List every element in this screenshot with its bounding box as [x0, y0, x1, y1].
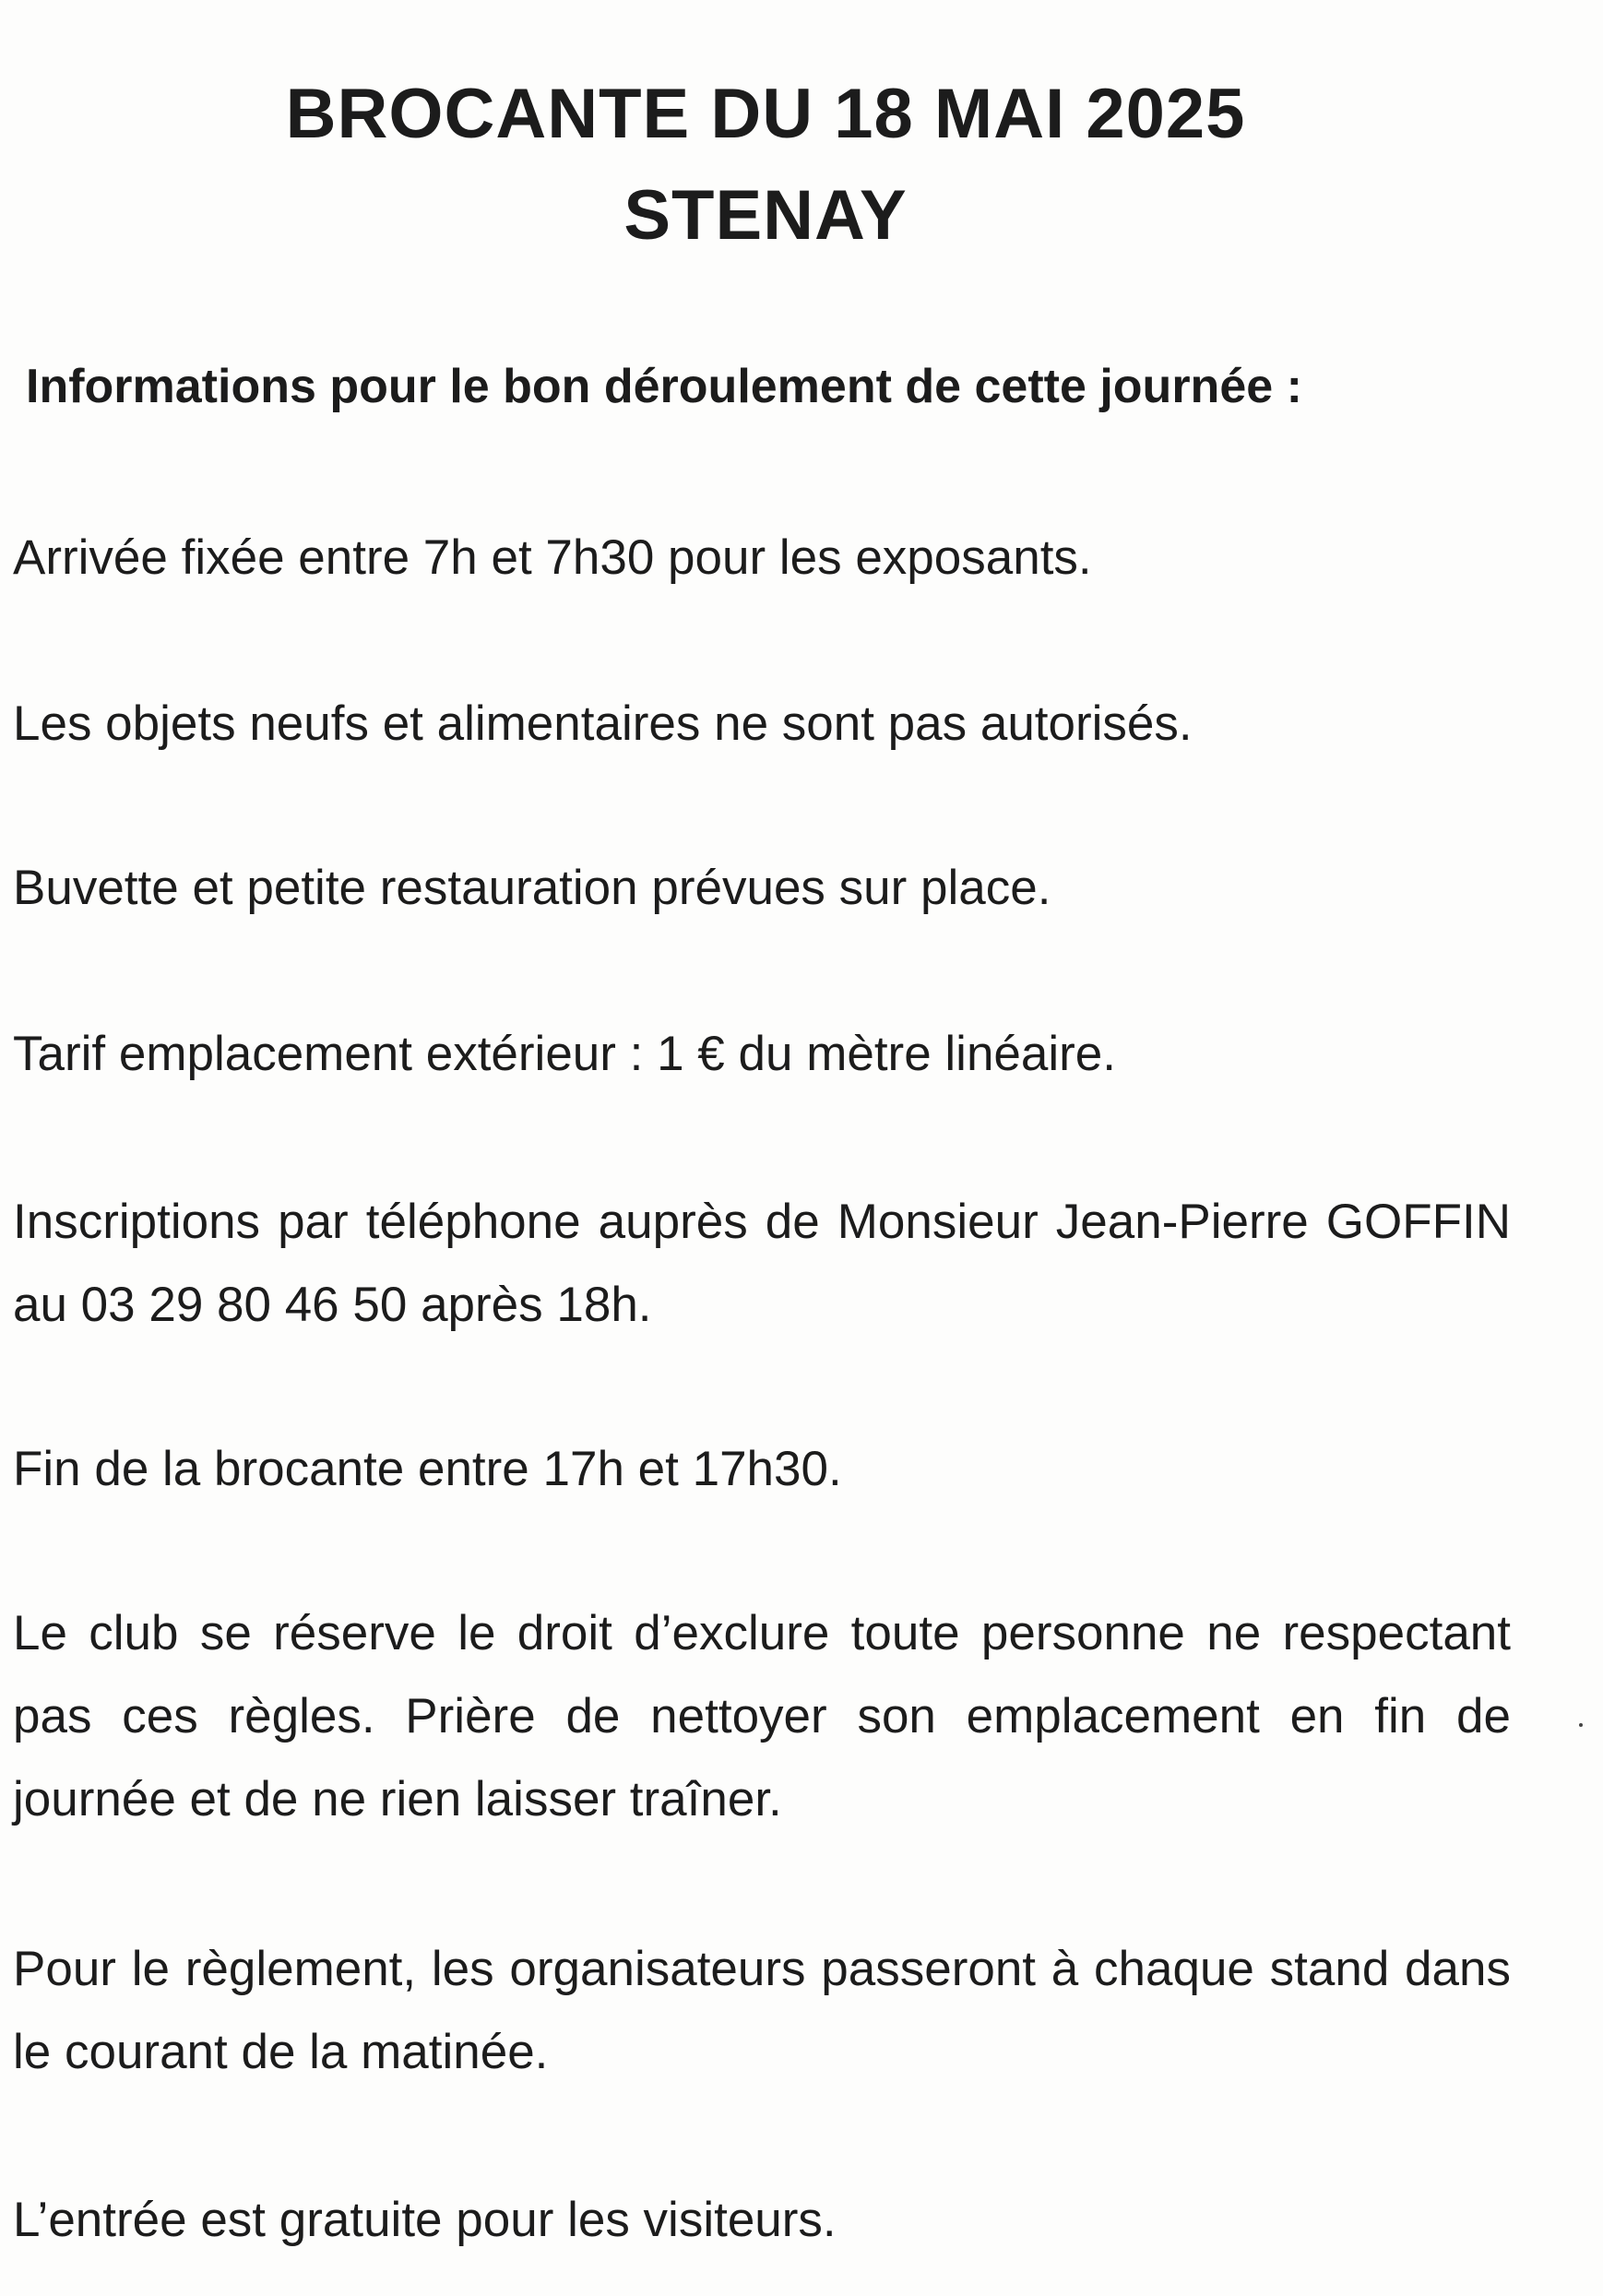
title-location: STENAY	[623, 176, 908, 255]
paragraph-refreshments: Buvette et petite restauration prévues sur place.	[13, 861, 1051, 915]
paragraph-arrival: Arrivée fixée entre 7h et 7h30 pour les exposants.	[13, 530, 1092, 585]
paragraph-forbidden-items: Les objets neufs et alimentaires ne sont pas autorisés.	[13, 696, 1193, 751]
paragraph-payment: Pour le règlement, les organisateurs passeront à chaque stand dans le courant de la matinée.	[13, 1942, 1511, 2079]
title-event-date: BROCANTE DU 18 MAI 2025	[285, 75, 1246, 153]
paragraph-end-time: Fin de la brocante entre 17h et 17h30.	[13, 1442, 842, 1496]
scan-speck	[1579, 1723, 1583, 1727]
paragraph-pricing: Tarif emplacement extérieur : 1 € du mètre linéaire.	[13, 1027, 1116, 1081]
paragraph-rules: Le club se réserve le droit d’exclure toute personne ne respectant pas ces règles. Prière de nettoyer son emplacement en fin de journée et de ne rien laisser traîner.	[13, 1606, 1511, 1826]
section-heading: Informations pour le bon déroulement de cette journée :	[26, 360, 1302, 413]
paragraph-registration: Inscriptions par téléphone auprès de Monsieur Jean-Pierre GOFFIN au 03 29 80 46 50 après 18h.	[13, 1195, 1511, 1332]
paragraph-entry: L’entrée est gratuite pour les visiteurs.	[13, 2193, 837, 2247]
